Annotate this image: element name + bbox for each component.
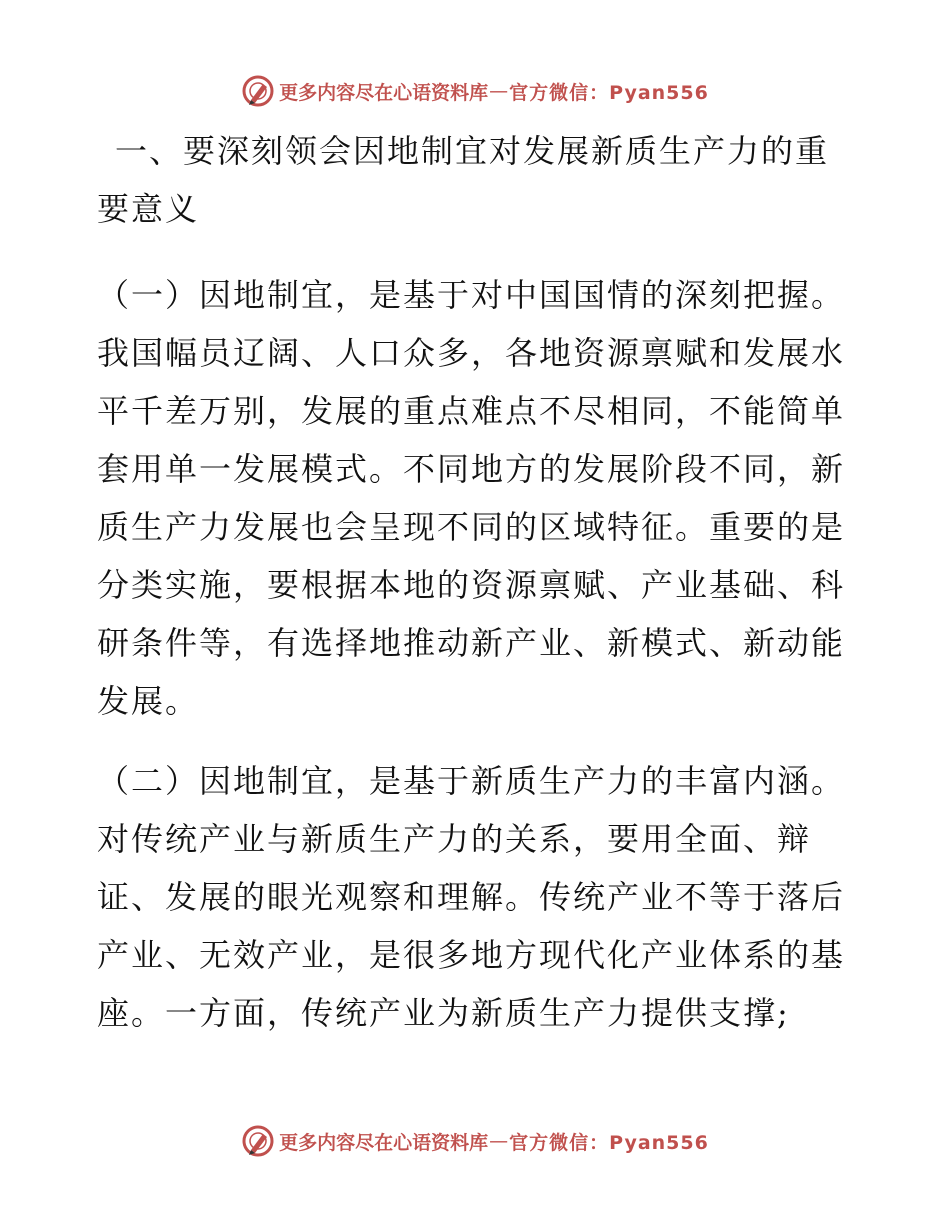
- document-body: [97, 122, 857, 1064]
- section-heading: 一、要深刻领会因地制宜对发展新质生产力的重要意义: [97, 132, 830, 228]
- watermark-dash: —: [489, 1130, 509, 1152]
- header-watermark: [0, 71, 950, 111]
- watermark-sub-text: 官方微信：Pyan556: [509, 1131, 709, 1154]
- paragraph-2: （二）因地制宜，是基于新质生产力的丰富内涵。对传统产业与新质生产力的关系，要用全面、辩证、发展的眼光观察和理解。传统产业不等于落后产业、无效产业，是很多地方现代化产业体系的基座。一方面，传统产业为新质生产力提供支撑;: [97, 762, 846, 1032]
- pen-logo-icon: [241, 1124, 275, 1158]
- footer-watermark: [0, 1121, 950, 1161]
- watermark-dash: —: [489, 80, 509, 102]
- watermark-sub-text: 官方微信：Pyan556: [509, 81, 709, 104]
- pen-logo-icon: [241, 74, 275, 108]
- watermark-main-text: 更多内容尽在心语资料库: [279, 81, 489, 104]
- paragraph-1: （一）因地制宜，是基于对中国国情的深刻把握。我国幅员辽阔、人口众多，各地资源禀赋和发展水平千差万别，发展的重点难点不尽相同，不能简单套用单一发展模式。不同地方的发展阶段不同，新质生产力发展也会呈现不同的区域特征。重要的是分类实施，要根据本地的资源禀赋、产业基础、科研条件等，有选择地推动新产业、新模式、新动能发展。: [97, 276, 846, 720]
- watermark-main-text: 更多内容尽在心语资料库: [279, 1131, 489, 1154]
